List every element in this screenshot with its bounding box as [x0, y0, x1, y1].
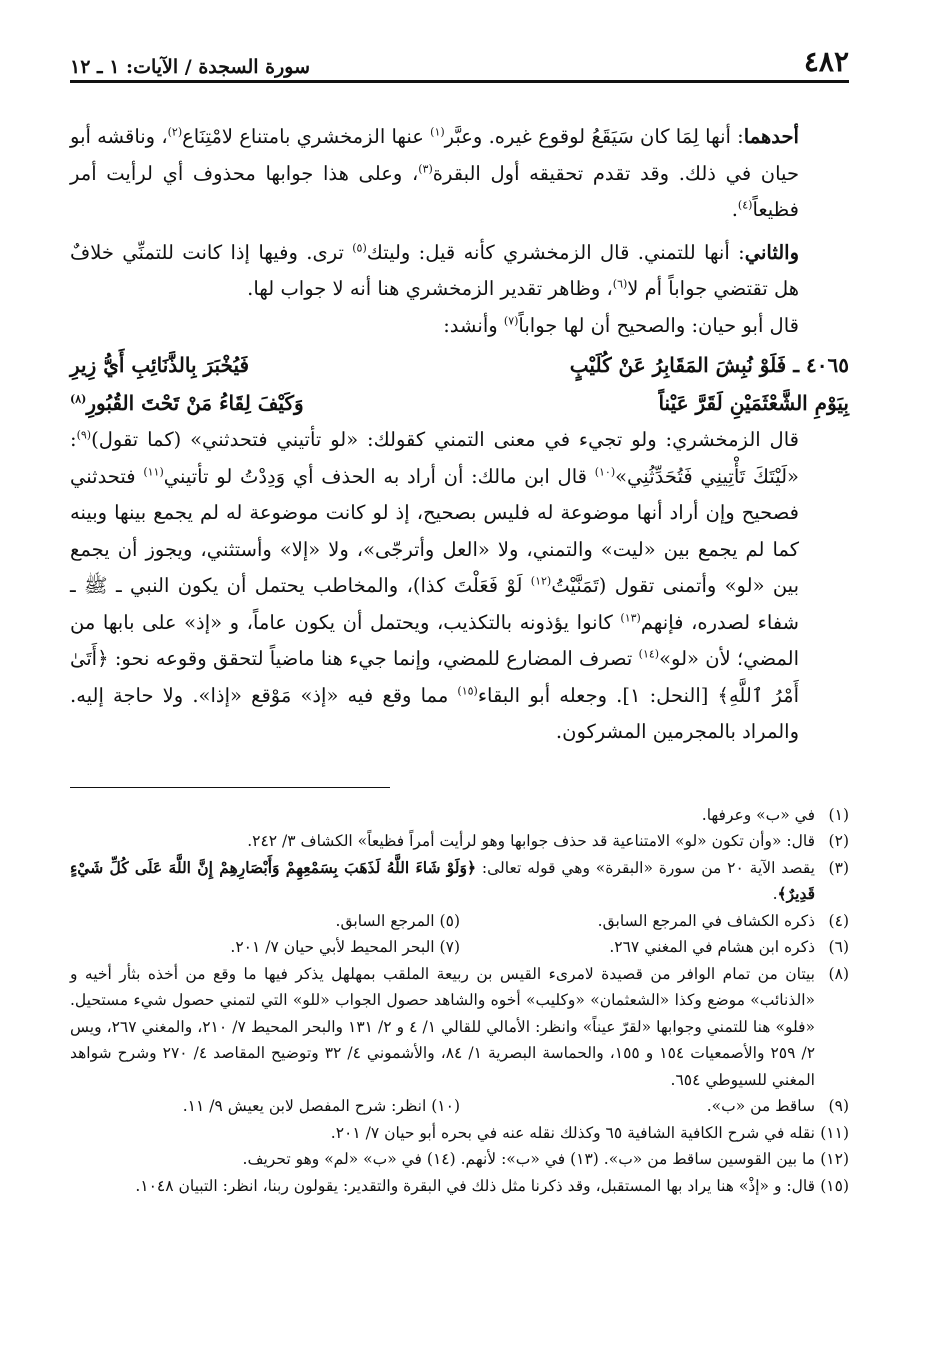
header-rule — [70, 80, 849, 83]
paragraph-first-meaning: أحدهما: أنها لِمَا كان سَيَقَعُ لوقوع غيره. وعبَّر$^{(١)}$ عنها الزمخشري بامتناع لامْتِنَاع$^{(٢)}$، وناقشه أبو حيان في ذلك. وقد تقدم تحقيقه أول البقرة$^{(٣)}$، وعلى هذا جوابها محذوف أي لرأيت أمر فظيعاً$^{(٤)}$. — [70, 125, 799, 221]
footnote-3: (٣) يقصد الآية ٢٠ من سورة «البقرة» وهي قوله تعالى: ﴿وَلَوْ شَاءَ اللَّهُ لَذَهَبَ بِسَمْعِهِمْ وَأَبْصَارِهِمْ إِنَّ اللَّهَ عَلَى كُلِّ شَيْءٍ قَدِيرٌ﴾. — [70, 857, 849, 903]
footnote-15: (١٥) قال: و «إذْ» هنا يراد بها المستقبل، وقد ذكرنا مثل ذلك في البقرة والتقدير: يقولون ربنا، انظر: التبيان ١٠٤٨. — [135, 1176, 849, 1195]
footnote-6-7: (٦) ذكره ابن هشام في المغني ٢٦٧. (٧) البحر المحيط لأبي حيان ٧/ ٢٠١. — [230, 938, 849, 956]
verse-line-1: ٤٠٦٥ ـ فَلَوْ نُبِشَ المَقَابِرُ عَنْ كُلَيْبٍ فَيُخْبَرَ بِالذَّنَائِبِ أَيُّ زِيرِ — [70, 353, 849, 377]
footnote-12-14: (١٢) ما بين القوسين ساقط من «ب». (١٣) في «ب»: لأنهم. (١٤) في «ب» «لم» وهو تحريف. — [242, 1150, 849, 1168]
verse-line-2: بِيَوْمِ الشَّعْثَمَيْنِ لَقَرَّ عَيْناً وَكَيْفَ لِقَاءُ مَنْ تَحْتَ القُبُورِ$^{(٨)}$ — [70, 391, 849, 415]
footnotes — [70, 802, 849, 1200]
footnote-11: (١١) نقله في شرح الكافية الشافية ٦٥ وكذلك نقله عنه في بحره أبو حيان ٧/ ٢٠١. — [330, 1123, 849, 1142]
footnote-9-10: (٩) ساقط من «ب». (١٠) انظر: شرح المفصل لابن يعيش ٩/ ١١. — [182, 1097, 849, 1115]
paragraph-abu-hayyan: قال أبو حيان: والصحيح أن لها جواباً$^{(٧)}$ وأنشد: — [443, 313, 799, 337]
footnote-2: (٢) قال: «وأن تكون «لو» الامتناعية قد حذف جوابها وهو لرأيت أمراً فظيعاً» الكشاف ٣/ ٢٤٢. — [247, 832, 849, 850]
poetry-verse — [70, 346, 849, 422]
footnote-8: (٨) بيتان من تمام الوافر من قصيدة لامرىء القيس بن ربيعة الملقب بمهلهل يذكر فيها ما وقع من أخذه بثأر أخيه و «الذنائب» موضع وكذا «الشعثمان» «وكليب» أخوه والشاهد حصول الجواب «للو» التي لتمني حصول شيء مستحيل. «فلو» هنا للتمني وجوابها «لقرّ عيناً» وانظر: الأمالي للقالي ١/ ٤ و ٢/ ١٣١ والبحر المحيط ٧/ ٢١٠، والمغني ٢٦٧، ويس ٢/ ٢٥٩ والأصمعيات ١٥٤ و ١٥٥، والحماسة البصرية ١/ ٨٤، والأشموني ٤/ ٣٢ وتوضيح المقاصد ٤/ ٢٧٠ وشرح شواهد المغني للسيوطي ٦٥٤. — [70, 964, 849, 1089]
page-number: ٤٨٢ — [803, 45, 849, 78]
running-header — [70, 30, 849, 78]
header-title: سورة السجدة / الآيات: ١ ـ ١٢ — [70, 56, 311, 78]
footnote-4-5: (٤) ذكره الكشاف في المرجع السابق. (٥) المرجع السابق. — [335, 911, 849, 930]
footnote-1: (١) في «ب» وعرفها. — [701, 805, 849, 824]
paragraph-zamakhshari: قال الزمخشري: ولو تجيء في معنى التمني كقولك: «لو تأتيني فتحدثني» (كما تقول)$^{(٩)}$: «لَيْتَكَ تَأْتِينِي فَتُحَدِّثُنِي»$^{(١٠)}$ قال ابن مالك: أن أراد به الحذف أي وَدِدْتُ لو تأتيني$^{(١١)}$ فتحدثني فصحيح وإن أراد أنها موضوعة له فليس بصحيح، إذ لو كانت موضوعة له لم يجمع بينها وبينه كما لم يجمع بين «ليت» والتمني، ولا «العل وأترجّى»، ولا «إلا» وأستثني، ويجوز أن يجمع بين «لو» وأتمنى تقول (تَمَنَّيْتُ$^{(١٢)}$ لَوْ فَعَلْتَ كذا)، والمخاطب يحتمل أن يكون النبي ـ ﷺ ـ شفاء لصدره، فإنهم$^{(١٣)}$ كانوا يؤذونه بالتكذيب، ويحتمل أن يكون عاماً، و «إذ» على بابها من المضي؛ لأن «لو»$^{(١٤)}$ تصرف المضارع للمضي، وإنما جيء هنا ماضياً لتحقق وقوعه نحو: ﴿أَتَىٰ أَمْرُ ٱللَّهِ﴾ [النحل: ١]. وجعله أبو البقاء$^{(١٥)}$ مما وقع فيه «إذ» مَوْقع «إذا». ولا حاجة إليه. والمراد بالمجرمين المشركون. — [70, 428, 799, 743]
main-text — [70, 119, 849, 751]
footnote-rule — [70, 787, 390, 788]
paragraph-second-meaning: والثاني: أنها للتمني. قال الزمخشري كأنه قيل: وليتك$^{(٥)}$ ترى. وفيها إذا كانت للتمنِّي خلافٌ هل تقتضي جواباً أم لا$^{(٦)}$، وظاهر تقدير الزمخشري هنا أنه لا جواب لها. — [70, 240, 799, 300]
